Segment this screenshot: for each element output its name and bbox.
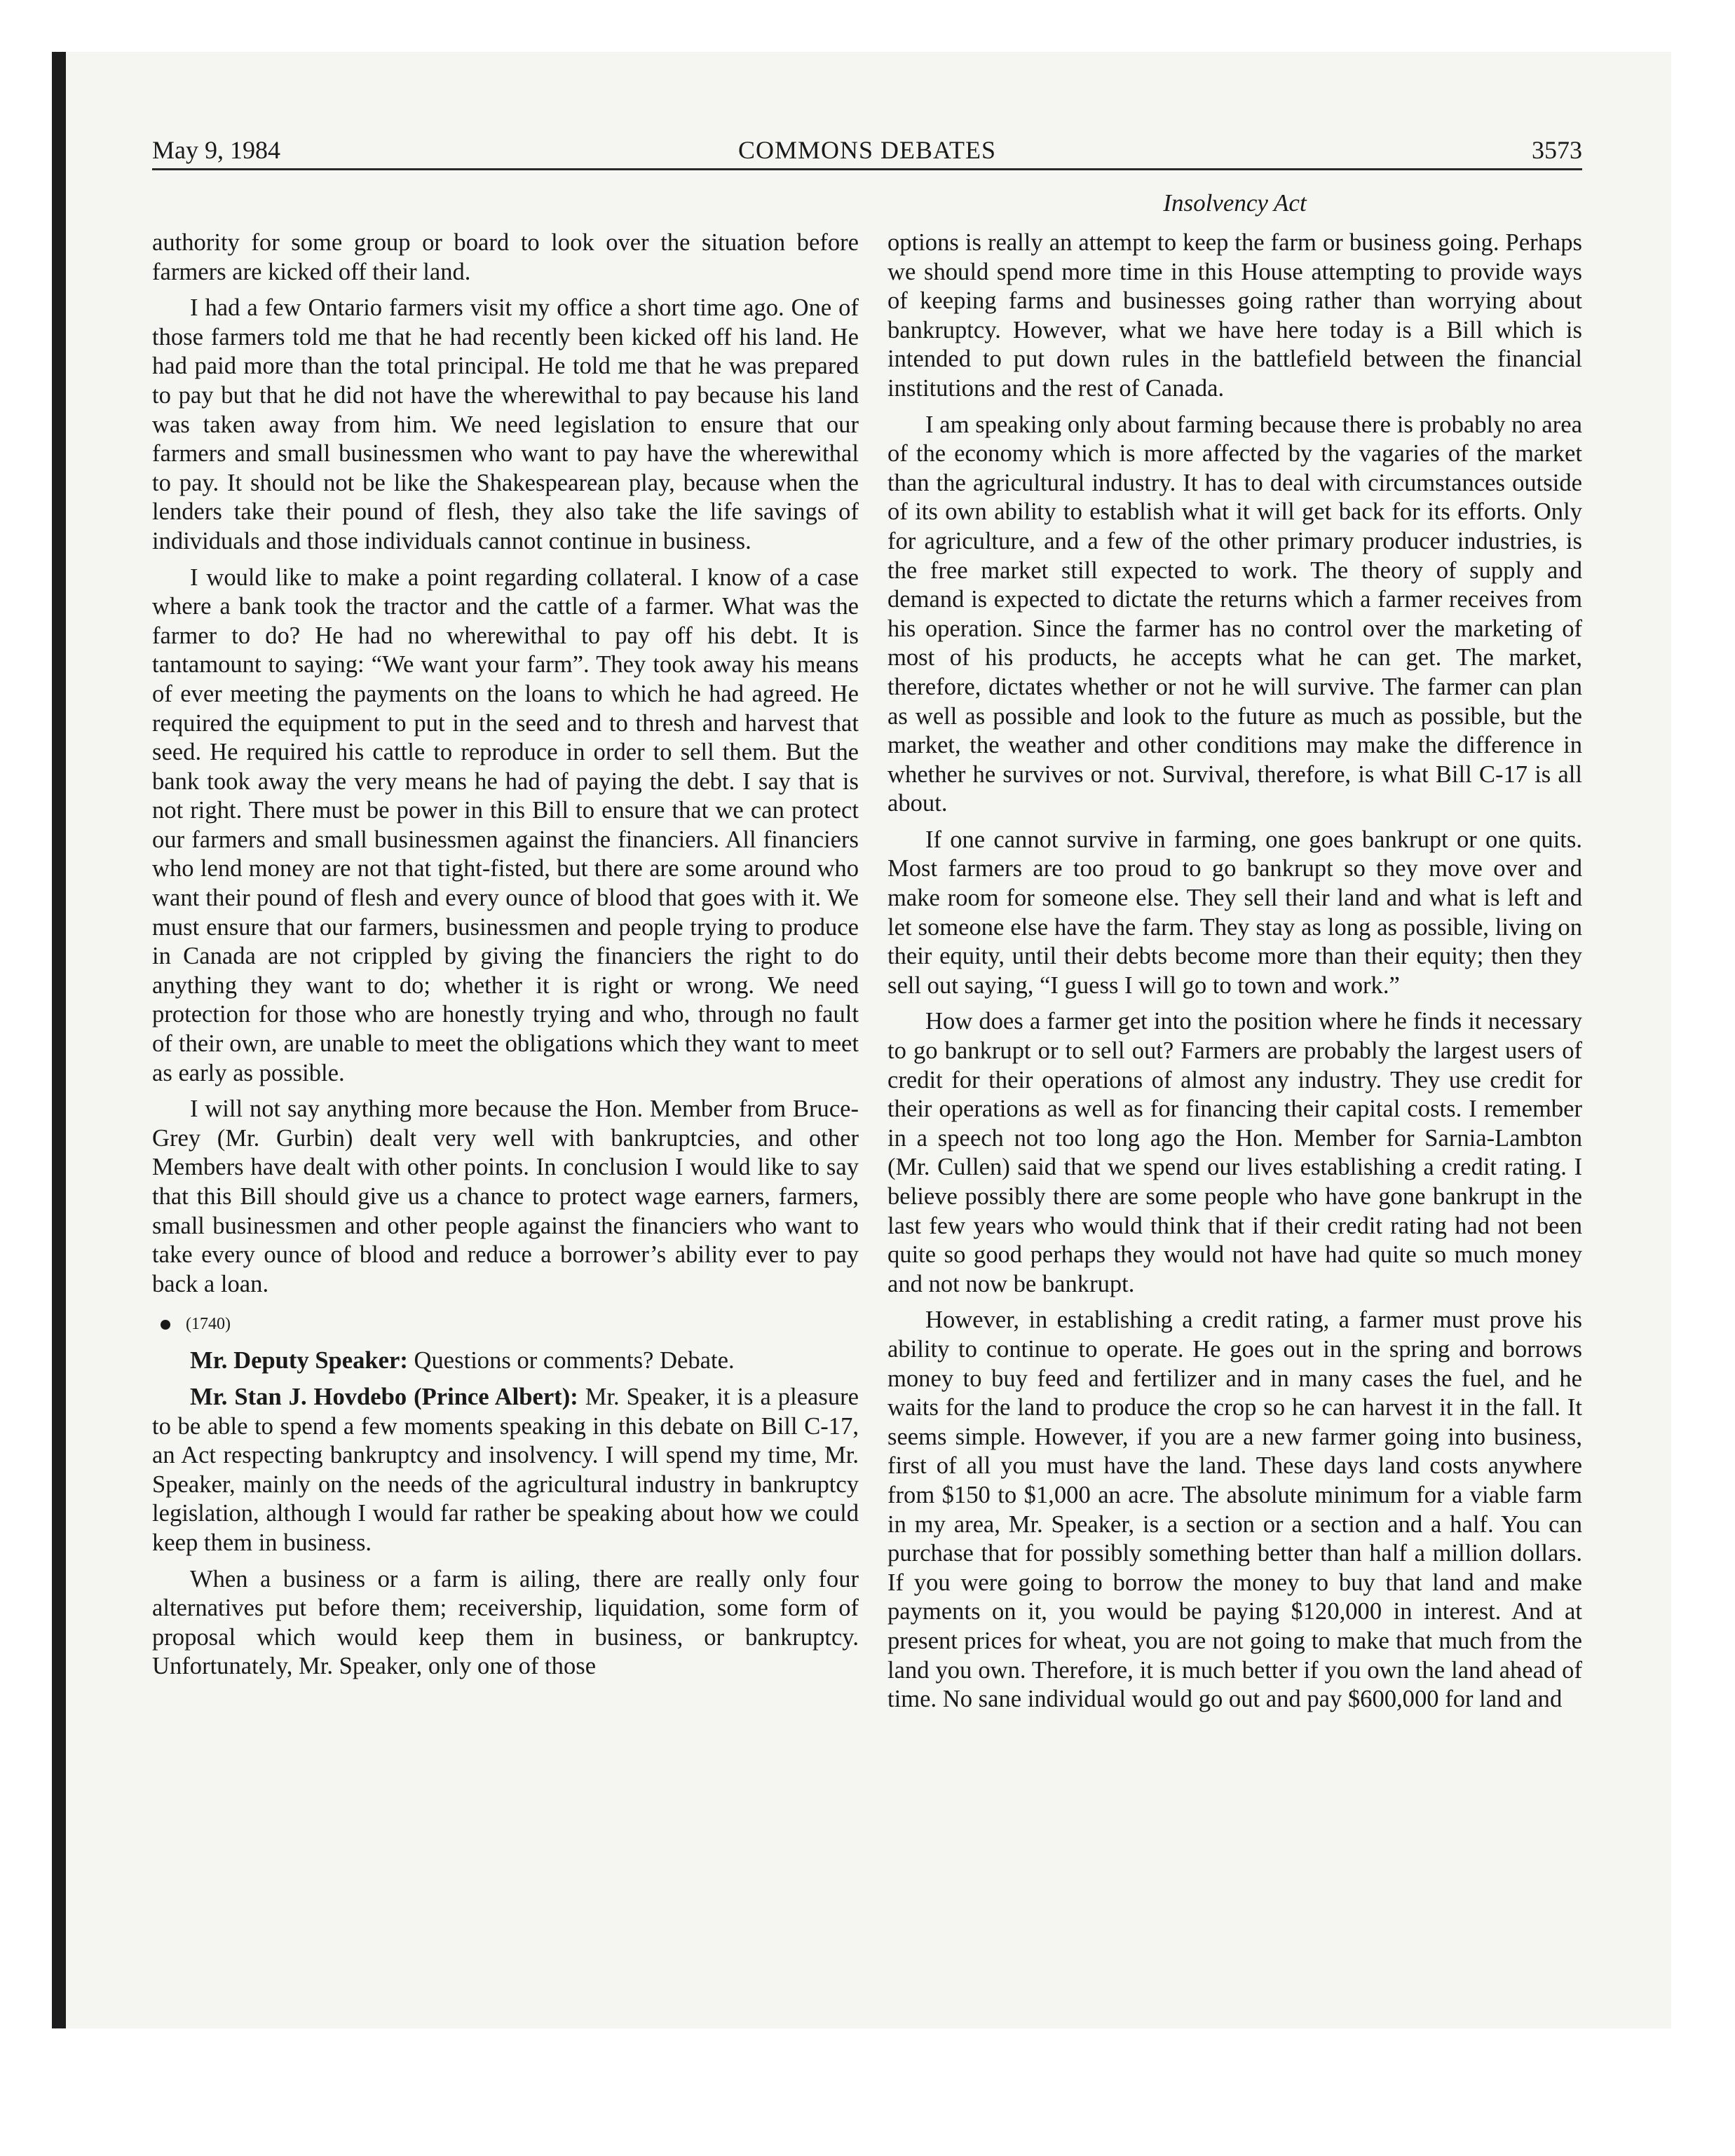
right-column — [887, 228, 1582, 1721]
paragraph: If one cannot survive in farming, one goes bankrupt or one quits. Most farmers are too proud to go bankrupt so they move over and make room for someone else. They sell their land and what is left and let someone else have the farm. They stay as long as possible, living on their equity, until their debts become more than their equity; then they sell out saying, “I guess I will go to town and work.” — [887, 826, 1582, 999]
paragraph: I will not say anything more because the Hon. Member from Bruce-Grey (Mr. Gurbin) dealt very well with bankruptcies, and other Members have dealt with other points. In conclusion I would like to say that this Bill should give us a chance to protect wage earners, farmers, small businessmen and other people against the financiers who want to take every ounce of blood and reduce a borrower’s ability ever to pay back a loan. — [152, 1096, 859, 1297]
page-header — [152, 132, 1582, 170]
speech-text: Questions or comments? Debate. — [407, 1347, 735, 1374]
paragraph: I had a few Ontario farmers visit my office a short time ago. One of those farmers told me that he had recently been kicked off his land. He had paid more than the total principal. He told me that he was prepared to pay but that he did not have the wherewithal to pay because his land was taken away from him. We need legislation to ensure that our farmers and small businessmen who want to pay have the wherewithal to pay. It should not be like the Shakespearean play, because when the lenders take their pound of flesh, they also take the life savings of individuals and those individuals cannot continue in business. — [152, 294, 859, 554]
speech-text: Mr. Speaker, it is a pleasure to be able to spend a few moments speaking in this debate on Bill C-17, an Act respecting bankruptcy and insolvency. I will spend my time, Mr. Speaker, mainly on the needs of the agricultural industry in bankruptcy legislation, although I would far rather be speaking about how we could keep them in business. — [152, 1383, 859, 1556]
speaker-name: Mr. Stan J. Hovdebo (Prince Albert): — [190, 1383, 578, 1410]
paragraph: options is really an attempt to keep the farm or business going. Perhaps we should spend more time in this House attempting to provide ways of keeping farms and businesses going rather than worrying about bankruptcy. However, what we have here today is a Bill which is intended to put down rules in the battlefield between the financial institutions and the rest of Canada. — [887, 229, 1582, 402]
paragraph — [152, 1383, 859, 1558]
running-head: Insolvency Act — [1163, 189, 1307, 217]
page-number: 3573 — [1532, 136, 1582, 164]
speaker-name: Mr. Deputy Speaker: — [190, 1347, 408, 1374]
paragraph: I am speaking only about farming because there is probably no area of the economy which is more affected by the vagaries of the market than the agricultural industry. It has to deal with circumstances outside of its own ability to establish what it will get back for its efforts. Only for agriculture, and a few of the other primary producer industries, is the free market still expected to work. The theory of supply and demand is expected to dictate the returns which a farmer receives from his operation. Since the farmer has no control over the marketing of most of his products, he accepts what he can get. The market, therefore, dictates whether or not he will survive. The farmer can plan as well as possible and look to the future as much as possible, but the market, the weather and other conditions may make the difference in whether he survives or not. Survival, therefore, is what Bill C-17 is all about. — [887, 411, 1582, 817]
scan-edge — [52, 52, 66, 2028]
bullet-icon — [161, 1320, 170, 1330]
paragraph: I would like to make a point regarding collateral. I know of a case where a bank took the tractor and the cattle of a farmer. What was the farmer to do? He had no wherewithal to pay off his debt. It is tantamount to saying: “We want your farm”. They took away his means of ever meeting the payments on the loans to which he had agreed. He required the equipment to put in the seed and to thresh and harvest that seed. He required his cattle to reproduce in order to sell them. But the bank took away the very means he had of paying the debt. I say that is not right. There must be power in this Bill to ensure that we can protect our farmers and small businessmen against the financiers. All financiers who lend money are not that tight-fisted, but there are some around who want their pound of flesh and every ounce of blood that goes with it. We must ensure that our farmers, businessmen and people trying to produce in Canada are not crippled by giving the financiers the right to do anything they want to do; whether it is right or wrong. We need protection for those who are honestly trying and who, through no fault of their own, are unable to meet the obligations which they want to meet as early as possible. — [152, 564, 859, 1086]
paragraph: authority for some group or board to look over the situation before farmers are kicked off their land. — [152, 229, 859, 285]
header-title: COMMONS DEBATES — [737, 136, 997, 164]
time-marker — [152, 1310, 859, 1338]
paragraph — [152, 1346, 859, 1376]
time-marker-label: (1740) — [186, 1315, 231, 1334]
paragraph: When a business or a farm is ailing, there are really only four alternatives put before them; receivership, liquidation, some form of proposal which would keep them in business, or bankruptcy. Unfortunately, Mr. Speaker, only one of those — [152, 1565, 859, 1680]
left-column — [152, 228, 859, 1688]
header-date: May 9, 1984 — [152, 136, 280, 164]
paragraph: How does a farmer get into the position where he finds it necessary to go bankrupt or to sell out? Farmers are probably the largest users of credit for their operations of almost any industry. They use credit for their operations as well as for financing their capital costs. I remember in a speech not too long ago the Hon. Member for Sarnia-Lambton (Mr. Cullen) said that we spend our lives establishing a credit rating. I believe possibly there are some people who have gone bankrupt in the last few years who would think that if their credit rating had not been quite so good perhaps they would not have had quite so much money and not now be bankrupt. — [887, 1008, 1582, 1297]
paragraph: However, in establishing a credit rating, a farmer must prove his ability to continue to operate. He goes out in the spring and borrows money to buy feed and fertilizer and in many cases the fuel, and he waits for the land to produce the crop so he can harvest it in the fall. It seems simple. However, if you are a new farmer going into business, first of all you must have the land. These days land costs anywhere from $150 to $1,000 an acre. The absolute minimum for a viable farm in my area, Mr. Speaker, is a section or a section and a half. You can purchase that for possibly something better than half a million dollars. If you were going to borrow the money to buy that land and make payments on it, you would be paying $120,000 in interest. And at present prices for wheat, you are not going to make that much from the land you own. Therefore, it is much better if you own the land ahead of time. No sane individual would go out and pay $600,000 for land and — [887, 1306, 1582, 1713]
